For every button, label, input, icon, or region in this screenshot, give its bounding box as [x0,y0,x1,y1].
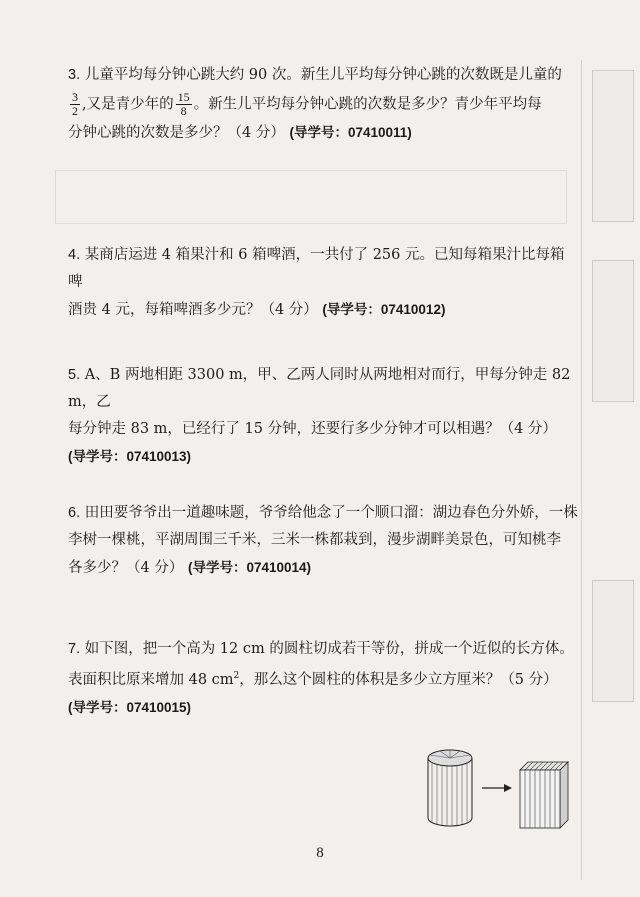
question-text: 如下图，把一个高为 12 cm 的圆柱切成若干等份，拼成一个近似的长方体。 [84,641,574,657]
question-text: ,又是青少年的 [82,96,174,113]
cuboid-icon [520,762,568,828]
question-6 [68,500,578,582]
question-number: 3. [68,67,81,83]
guide-number: (导学号：07410014) [187,560,312,575]
arrow-right-icon [482,784,512,792]
cylinder-icon [428,750,472,826]
question-number: 5. [68,367,81,383]
question-text: 。新生儿平均每分钟心跳的次数是多少？青少年平均每 [193,96,542,113]
question-number: 6. [68,505,81,521]
guide-number: (导学号：07410012) [322,302,446,317]
question-text: A、B 两地相距 3300 m，甲、乙两人同时从两地相对而行，甲每分钟走 82 m，乙 [68,367,571,410]
question-text: 儿童平均每分钟心跳大约 90 次。新生儿平均每分钟心跳的次数既是儿童的 [84,67,562,83]
guide-number: (导学号：07410015) [68,699,192,715]
question-number: 4. [68,247,81,263]
question-text: 酒贵 4 元，每箱啤酒多少元？（4 分） [68,302,318,318]
question-text: 李树一棵桃，平湖周围三千米，三米一株都栽到，漫步湖畔美景色，可知桃李 [68,532,561,548]
fraction-three-halves: $\frac{3}{2}$ [72,90,78,118]
bleed-through-table [55,170,567,224]
question-text: ，那么这个圆柱的体积是多少立方厘米？（5 分） [239,671,558,688]
page-number: 8 [316,845,324,861]
margin-box [592,580,634,702]
margin-strip [581,60,640,880]
question-number: 7. [68,641,81,657]
fraction-fifteen-eighths: $\frac{15}{8}$ [177,90,190,118]
superscript: 2 [233,671,240,681]
question-text: 表面积比原来增加 48 cm [68,671,234,688]
question-text: 田田要爷爷出一道趣味题，爷爷给他念了一个顺口溜：湖边春色分外娇，一株 [84,505,578,521]
guide-number: (导学号：07410011) [289,124,412,140]
cylinder-to-cuboid-figure [420,740,570,840]
guide-number: (导学号：07410013) [68,449,192,464]
question-7 [68,636,578,722]
margin-box [592,70,634,222]
question-3 [68,62,578,147]
question-text: 分钟心跳的次数是多少？（4 分） [68,124,285,141]
question-text: 各多少？（4 分） [68,560,184,576]
question-text: 每分钟走 83 m，已经行了 15 分钟，还要行多少分钟才可以相遇？（4 分） [68,421,557,437]
question-5 [68,362,578,471]
question-text: 某商店运进 4 箱果汁和 6 箱啤酒，一共付了 256 元。已知每箱果汁比每箱啤 [68,247,565,290]
margin-box [592,260,634,402]
question-4 [68,242,578,324]
